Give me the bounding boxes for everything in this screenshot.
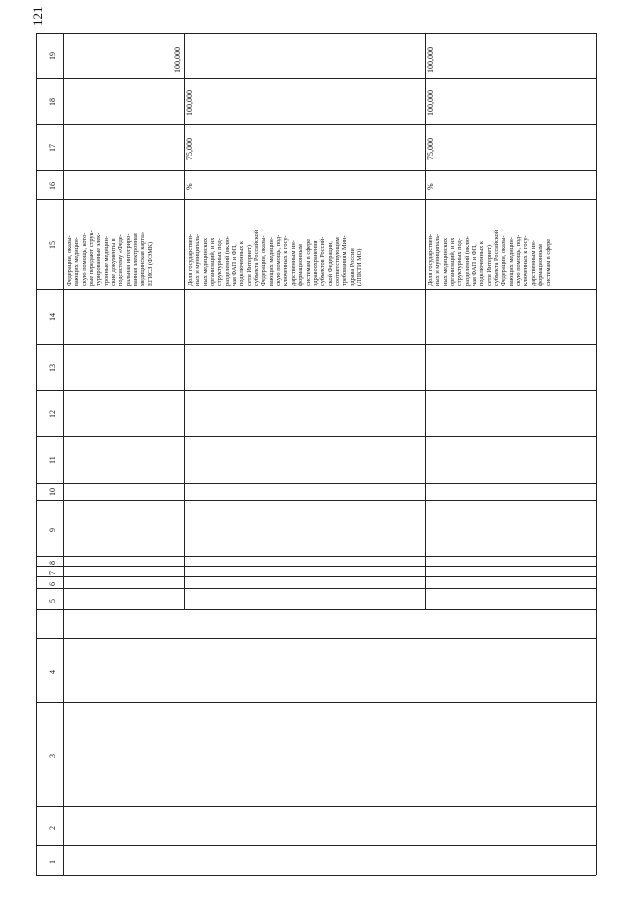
col-divider (36, 609, 596, 610)
col-divider (36, 124, 596, 125)
unit-cell: % (185, 183, 194, 190)
col-divider (36, 556, 596, 557)
col-divider (36, 289, 596, 290)
col-divider (36, 806, 596, 807)
col-divider (36, 576, 596, 577)
col-divider (36, 483, 596, 484)
column-number: 12 (48, 410, 57, 418)
table-border-bottom (36, 875, 596, 876)
column-number: 5 (48, 599, 57, 603)
page-number: 121 (30, 6, 45, 26)
column-number: 13 (48, 364, 57, 372)
col-divider (36, 702, 596, 703)
value-cell: 100,000 (173, 47, 182, 73)
column-number: 15 (48, 241, 57, 249)
col-divider (36, 500, 596, 501)
indicator-text: Федерации, оказы- вающих медицин- скую помощь, кото- рые передают струк- турированные элек- тронные медицин- ские документы в подсистему «Феде- ральная интегриро- ванная электронная медицинская карта» ЕГИСЗ (ФЭМК) (66, 230, 154, 286)
col-divider (36, 170, 596, 171)
col-divider (36, 638, 596, 639)
col-divider (36, 344, 596, 345)
column-number: 4 (48, 670, 57, 674)
col-divider (36, 78, 596, 79)
col-divider (36, 436, 596, 437)
col-divider (36, 588, 596, 589)
column-number: 14 (48, 313, 57, 321)
value-cell: 75,000 (185, 138, 194, 160)
table-border-left (36, 33, 37, 875)
indicator-text: Доля государствен- ных и муниципаль- ных медицинских организаций, и их структурных под- разделений (вклю- чая ФАП и ФП, подключенных к сети Интернет) субъекта Российской Федерации, оказы- вающих медицин- скую помощь, под- ключенных к госу- дарственным ин- формационным системам в сфере здравоохранения субъектов Россий- ской Федерации, соответствующим требованиям Мин- здрава России (ЛПКТИ МО) (187, 229, 363, 286)
column-number: 1 (48, 860, 57, 864)
column-number: 3 (48, 754, 57, 758)
column-number: 19 (48, 52, 57, 60)
value-cell: 75,000 (426, 138, 435, 160)
value-cell: 100,000 (426, 47, 435, 73)
value-cell: 100,000 (185, 90, 194, 116)
table-border-right (596, 33, 597, 875)
column-number: 17 (48, 144, 57, 152)
indicator-text: Доля государствен- ных и муниципаль- ных медицинских организаций, и их структурных под- разделений (вклю- чая ФАП и ФП, подключенных к сети Интернет) субъекта Российской Федерации, оказы- вающих медицин- скую помощь, под- ключенных к госу- дарственным ин- формационным системам в сфере (427, 229, 552, 286)
table-border-top (36, 33, 596, 34)
column-number: 7 (48, 571, 57, 575)
value-cell: 100,000 (426, 90, 435, 116)
column-number: 10 (48, 488, 57, 496)
col-divider (36, 199, 596, 200)
row-divider (184, 33, 185, 609)
column-number: 2 (48, 826, 57, 830)
column-number: 16 (48, 182, 57, 190)
unit-cell: % (426, 183, 435, 190)
col-divider (36, 566, 596, 567)
col-divider (36, 390, 596, 391)
column-number: 11 (48, 456, 57, 464)
column-number: 18 (48, 98, 57, 106)
column-number: 9 (48, 528, 57, 532)
col-divider (36, 845, 596, 846)
row-divider (425, 33, 426, 609)
column-number: 6 (48, 582, 57, 586)
header-row-divider (63, 33, 64, 875)
column-number: 8 (48, 561, 57, 565)
